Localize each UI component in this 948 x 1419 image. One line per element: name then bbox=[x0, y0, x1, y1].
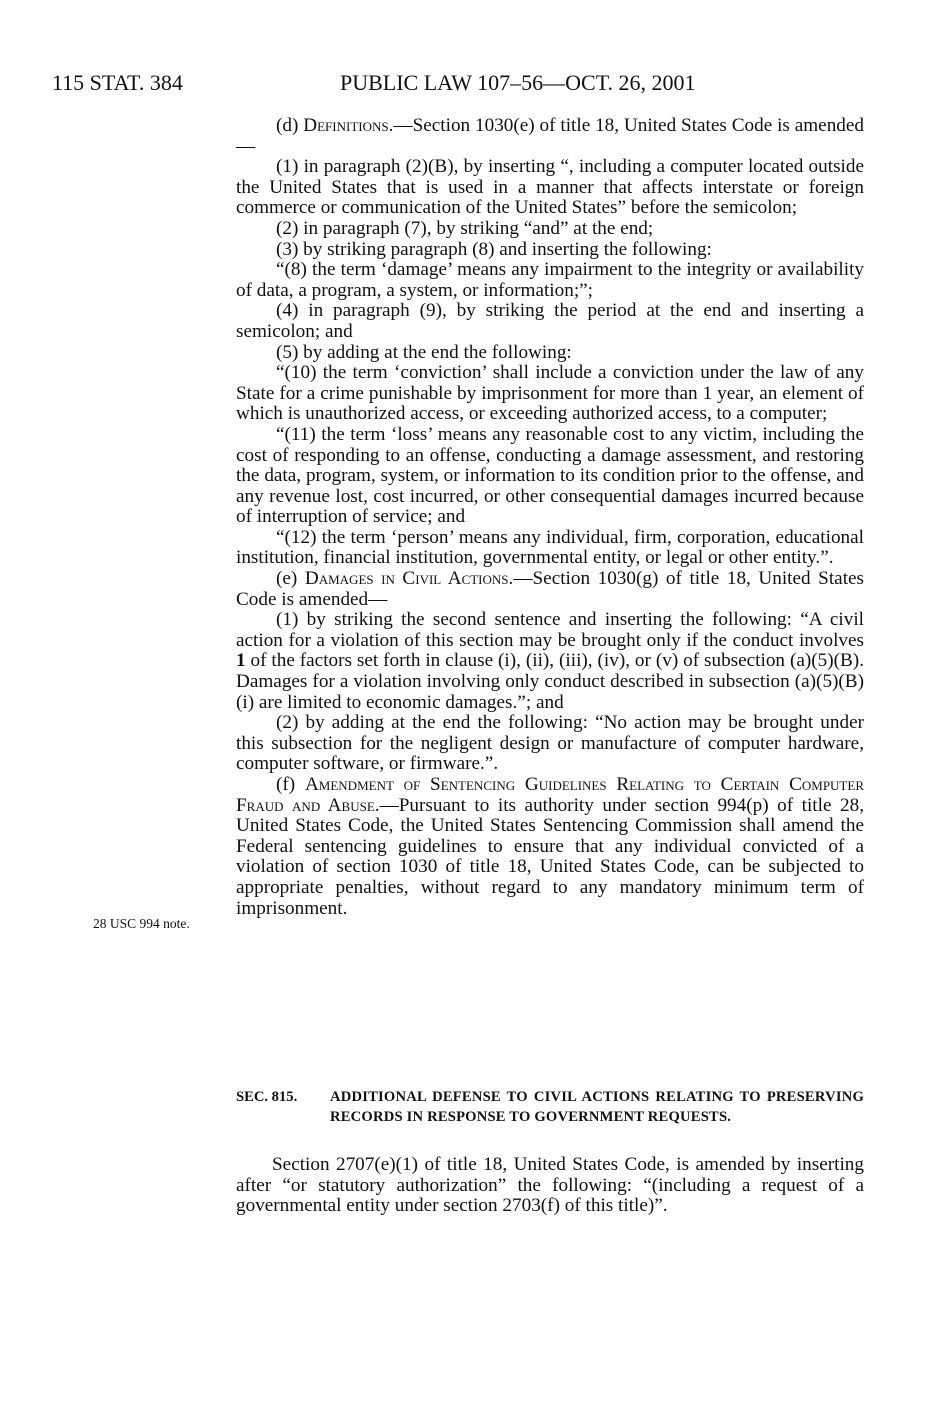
section-body bbox=[236, 1155, 864, 1217]
subsection-e bbox=[236, 569, 864, 610]
subsection-e-text: .—Section 1030(g) of title 18, United States Code is amended— bbox=[236, 568, 865, 610]
paragraph-d4: (4) in paragraph (9), by striking the period at the end and inserting a semicolon; and bbox=[236, 300, 864, 342]
subsection-f bbox=[236, 775, 864, 919]
page-header bbox=[52, 68, 872, 98]
quoted-definition-10: “(10) the term ‘conviction’ shall include a conviction under the law of any State for a crime punishable by imprisonment for more than 1 year, an element of which is unauthorized access, or exceeding authorized access, to a computer; bbox=[236, 362, 864, 425]
quoted-definition-8: “(8) the term ‘damage’ means any impairment to the integrity or availability of data, a program, a system, or information;”; bbox=[236, 259, 864, 301]
section-heading bbox=[236, 1088, 864, 1127]
quoted-definition-11: “(11) the term ‘loss’ means any reasonable cost to any victim, including the cost of responding to an offense, conducting a damage assessment, and restoring the data, program, system, or information to its condition prior to the offense, and any revenue lost, cost incurred, or other consequential damages incurred because of interruption of service; and bbox=[236, 423, 864, 528]
paragraph-e1-post: of the factors set forth in clause (i), (ii), (iii), (iv), or (v) of subsection (a)(5)(B). Damages for a violation involving only conduct described in subsection (a)(5)(B)(i) are limited to economic damages.”; and bbox=[236, 650, 864, 713]
subsection-d-heading: Definitions bbox=[303, 115, 389, 136]
subsection-f-text: .—Pursuant to its authority under section 994(p) of title 28, United States Code, the United States Sentencing Commission shall amend the Federal sentencing guidelines to ensure that any individual convicted of a violation of section 1030 of title 18, United States Code, can be subjected to appropriate penalties, without regard to any mandatory minimum term of imprisonment. bbox=[236, 794, 864, 919]
subsection-d-label: (d) bbox=[276, 115, 304, 136]
margin-note: 28 USC 994 note. bbox=[93, 916, 190, 931]
section-title: ADDITIONAL DEFENSE TO CIVIL ACTIONS RELATING TO PRESERVING RECORDS IN RESPONSE TO GOVERNMENT REQUESTS. bbox=[330, 1089, 864, 1125]
paragraph-e1-pre: (1) by striking the second sentence and inserting the following: “A civil action for a violation of this section may be brought only if the conduct involves bbox=[236, 609, 864, 651]
paragraph-d1: (1) in paragraph (2)(B), by inserting “, including a computer located outside the United States that is used in a manner that affects interstate or foreign commerce or communication of the United States” before the semicolon; bbox=[236, 156, 864, 219]
subsection-d-text: .—Section 1030(e) of title 18, United States Code is amended— bbox=[236, 115, 864, 157]
paragraph-e1-bold: 1 bbox=[236, 650, 246, 672]
paragraph-d3: (3) by striking paragraph (8) and inserting the following: bbox=[276, 238, 712, 260]
quoted-definition-12: “(12) the term ‘person’ means any individual, firm, corporation, educational institution, financial institution, governmental entity, or legal or other entity.”. bbox=[236, 526, 864, 569]
subsection-f-label: (f) bbox=[276, 774, 305, 795]
stat-page-number: 115 STAT. 384 bbox=[52, 70, 183, 95]
paragraph-d2: (2) in paragraph (7), by striking “and” at the end; bbox=[276, 217, 654, 239]
subsection-e-label: (e) bbox=[276, 568, 305, 590]
paragraph-e2: (2) by adding at the end the following: “No action may be brought under this subsection for the negligent design or manufacture of computer hardware, computer software, or firmware.”. bbox=[236, 712, 864, 775]
subsection-e-heading: Damages in Civil Actions bbox=[304, 568, 509, 590]
paragraph-d5: (5) by adding at the end the following: bbox=[276, 341, 572, 363]
public-law-citation: PUBLIC LAW 107–56—OCT. 26, 2001 bbox=[340, 70, 696, 95]
section-815-text: Section 2707(e)(1) of title 18, United States Code, is amended by inserting after “or statutory authorization” the following: “(including a request of a governmental entity under section 2703(f) of this title)”. bbox=[236, 1154, 864, 1217]
subsection-d bbox=[236, 116, 864, 157]
document-body bbox=[236, 116, 864, 919]
section-number: SEC. 815. bbox=[236, 1089, 298, 1105]
paragraph-e1 bbox=[236, 610, 864, 713]
subsection-f-heading: Amendment of Sentencing Guidelines Relating to Certain Computer Fraud and Abuse bbox=[236, 774, 864, 816]
